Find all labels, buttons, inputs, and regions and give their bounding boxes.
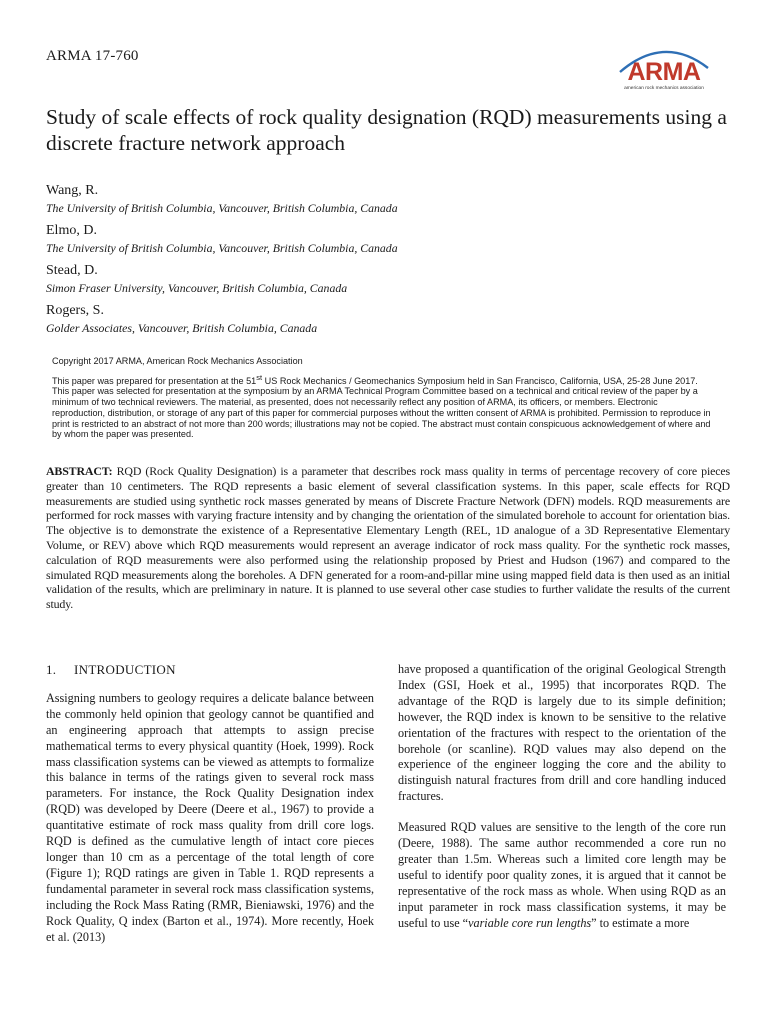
abstract-text: RQD (Rock Quality Designation) is a parameter that describes rock mass quality in terms of percentage recovery of core pieces greater than 10 centimeters. The RQD represents a basic element of several classification systems. In this paper, scale effects for RQD measurements are studied using synthetic rock masses generated by means of Discrete Fracture Network (DFN) models. RQD measurements are performed for rock masses with varying fracture intensity and by changing the orientation of the simulated borehole to account for orientation bias. The objective is to demonstrate the existence of a Representative Elementary Length (REL, 1D analogue of a 3D Representative Elementary Volume, or REV) above which RQD measurements would represent an average indicator of rock mass quality. For the synthetic rock masses, calculation of RQD measurements were also performed using the relationship proposed by Priest and Hudson (1967) and compared to the simulated RQD measurements along the boreholes. A DFN generated for a room-and-pillar mine using mapped field data is then used as an initial validation of the results, which are preliminary in nature. It is planned to use several other case studies to further validate the results of the current study. — [46, 464, 730, 612]
paragraph-text: ” to estimate a more — [591, 915, 690, 930]
paper-title: Study of scale effects of rock quality designation (RQD) measurements using a discrete fracture network approach — [46, 105, 727, 155]
author-name: Stead, D. — [46, 263, 98, 278]
abstract-label: ABSTRACT: — [46, 464, 113, 478]
paper-id: ARMA 17-760 — [46, 48, 139, 64]
author-name: Rogers, S. — [46, 303, 104, 318]
intro-paragraph — [398, 820, 726, 931]
abstract — [46, 464, 730, 612]
copyright-notice — [52, 356, 712, 440]
ordinal-suffix: st — [256, 372, 263, 382]
author-list — [46, 183, 736, 343]
notice-text-end: US Rock Mechanics / Geomechanics Symposium held in San Francisco, California, USA, 25-28 June 2017. This paper was selected for presentation at the symposium by an ARMA Technical Program Committee based on a technical and critical review of the paper by a minimum of two technical reviewers. The material, as presented, does not necessarily reflect any position of ARMA, its officers, or members. Electronic reproduction, distribution, or storage of any part of this paper for commercial purposes without the written consent of ARMA is prohibited. Permission to reproduce in print is restricted to an abstract of not more than 200 words; illustrations may not be copied. The abstract must contain conspicuous acknowledgement of where and by whom the paper was presented. — [52, 375, 711, 440]
intro-paragraph: have proposed a quantification of the original Geological Strength Index (GSI, Hoek et al., 1995) that incorporates RQD. The advantage of the RQD is largely due to its simple definition; however, the RQD index is known to be sensitive to the relative orientation of the fractures with respect to the orientation of the borehole (or scanline). RQD values may also depend on the experience of the engineer logging the core and the ability to distinguish natural fractures from drill and core handling induced fractures. — [398, 662, 726, 804]
author-affiliation: Simon Fraser University, Vancouver, British Columbia, Canada — [46, 281, 348, 295]
author-name: Wang, R. — [46, 183, 99, 198]
paragraph-text: Measured RQD values are sensitive to the length of the core run (Deere, 1988). The same author recommended a core run no greater than 1.5m. Whereas such a limited core length may be useful to identify poor quality zones, it is argued that it cannot be representative of the rock mass as whole. When using RQD as an input parameter in rock mass classification systems, it may be useful to use “ — [398, 820, 726, 930]
presentation-notice — [52, 373, 712, 440]
author-affiliation: The University of British Columbia, Vancouver, British Columbia, Canada — [46, 201, 398, 215]
author-name: Elmo, D. — [46, 223, 97, 238]
logo-text: ARMA — [627, 58, 701, 86]
section-number: 1. — [46, 662, 57, 677]
left-column — [46, 662, 374, 960]
author-affiliation: The University of British Columbia, Vancouver, British Columbia, Canada — [46, 241, 398, 255]
notice-text-start: This paper was prepared for presentation at the 51 — [52, 375, 257, 386]
author-affiliation: Golder Associates, Vancouver, British Columbia, Canada — [46, 321, 318, 335]
right-column — [398, 662, 726, 947]
section-heading — [46, 662, 374, 678]
arma-logo — [614, 42, 714, 94]
logo-tagline: american rock mechanics association — [624, 86, 704, 91]
emphasized-term: variable core run lengths — [468, 915, 592, 930]
copyright-line: Copyright 2017 ARMA, American Rock Mechanics Association — [52, 356, 303, 366]
intro-paragraph: Assigning numbers to geology requires a delicate balance between the commonly held opinion that geology cannot be quantified and an engineering approach that attempts to assign precise mathematical terms to every physical quantity (Hoek, 1999). Rock mass classification systems can be viewed as attempts to formalize this balance in terms of the ratings given to several rock mass parameters. For instance, the Rock Quality Designation index (RQD) was developed by Deere (Deere et al., 1967) to provide a quantitative estimate of rock mass quality from drill core logs. RQD is defined as the cumulative length of intact core pieces longer than 10 cm as a percentage of the total length of core (Figure 1); RQD ratings are given in Table 1. RQD represents a fundamental parameter in several rock mass classification systems, including the Rock Mass Rating (RMR, Bieniawski, 1976) and the Rock Quality, Q index (Barton et al., 1974). More recently, Hoek et al. (2013) — [46, 690, 374, 944]
section-title: INTRODUCTION — [74, 662, 176, 677]
